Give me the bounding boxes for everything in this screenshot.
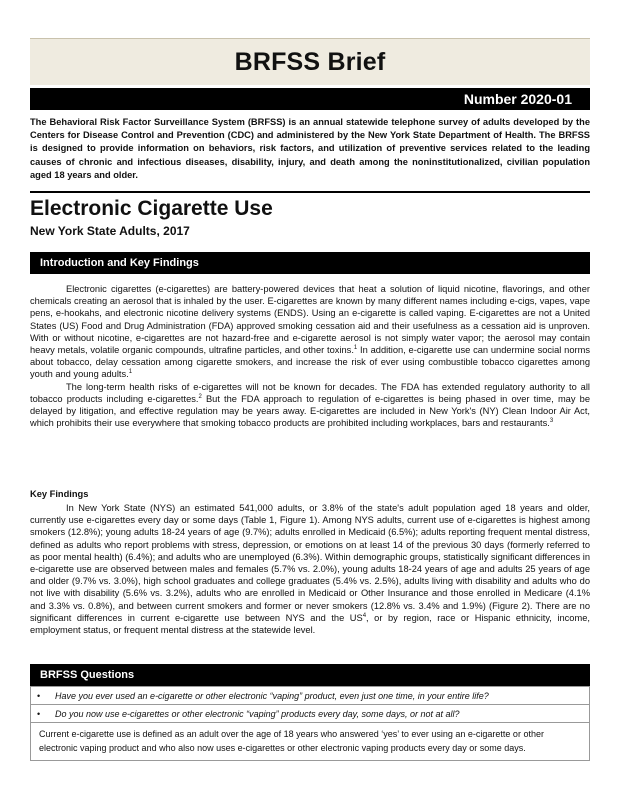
paragraph-text: In addition, e-cigarette use can undermine social norms about tobacco, delay cessation among cigarette smokers, and increase the risk of ever using combustible tobacco cigarettes among youth and young adults.	[30, 345, 590, 380]
paragraph-key-findings	[30, 502, 590, 636]
document-title: Electronic Cigarette Use	[30, 197, 273, 220]
footnote-ref: 1	[128, 369, 133, 376]
section-heading-introduction	[30, 252, 590, 274]
key-findings-heading: Key Findings	[30, 489, 89, 499]
question-current-use: Do you now use e-cigarettes or other electronic “vaping” products every day, some days, or not at all?	[55, 708, 460, 719]
bullet-icon: •	[37, 690, 41, 701]
paragraph-ecig-definition	[30, 283, 590, 381]
question-row	[31, 687, 590, 705]
question-cell	[31, 687, 590, 705]
question-cell	[31, 705, 590, 723]
question-row	[31, 705, 590, 723]
title-band	[30, 38, 590, 85]
paragraph-text: In New York State (NYS) an estimated 541,000 adults, or 3.8% of the state's adult population aged 18 years and older, currently use e-cigarettes every day or some days (Table 1, Figure 1). Among NYS adults, current use of e-cigarettes is highest among smokers (12.8%); young adults 18-24 years of age (9.7%); adults enrolled in Medicaid (6.5%); adults reporting frequent mental distress, defined as adults who report problems with stress, depression, or emotions on at least 14 of the previous 30 days (formerly referred to as poor mental health) (6.4%); and adults who are unemployed (6.3%). Within demographic groups, statistically significant differences in e-cigarette use are observed between males and females (5.7% vs. 2.0%), young adults 18-24 years of age and adults 25 years of age and older (9.7% vs. 3.0%), high school graduates and college graduates (5.4% vs. 2.5%), adults living with disability and adults who do not live with disability (5.6% vs. 3.2%), adults who are enrolled in Medicaid or Other Insurance and those enrolled in Medicare (4.1% and 3.3% vs. 0.8%), and between current smokers and former or never smokers (12.8% vs. 3.4% and 1.9%) (Figure 2). There are no significant differences in current e-cigarette use between NYS and the US	[30, 503, 590, 623]
paragraph-text: But the FDA approach to regulation of e-cigarettes is being phased in over time, may be delayed by litigation, and effective regulation may be years away. E-cigarettes are included in New York's (NY) Clean Indoor Air Act, which prohibits their use everywhere that smoking tobacco products are prohibited including workplaces, bars and restaurants.	[30, 393, 590, 429]
brief-title: BRFSS Brief	[234, 47, 386, 76]
issue-number-bar	[30, 88, 590, 110]
bullet-icon: •	[37, 708, 41, 719]
footnote-ref: 2	[198, 393, 202, 400]
definition-row	[31, 723, 590, 761]
questions-table	[30, 686, 590, 761]
brfss-description: The Behavioral Risk Factor Surveillance System (BRFSS) is an annual statewide telephone survey of adults developed by the Centers for Disease Control and Prevention (CDC) and administered by the New York State Department of Health. The BRFSS is designed to provide information on behaviors, risk factors, and utilization of preventive services related to the leading causes of chronic and infectious diseases, disability, injury, and death among the noninstitutionalized, civilian population aged 18 years and older.	[30, 117, 590, 180]
footnote-ref: 1	[353, 344, 358, 351]
paragraph-regulation	[30, 381, 590, 430]
paragraph-text: Electronic cigarettes (e-cigarettes) are battery-powered devices that heat a solution of liquid nicotine, flavorings, and other chemicals creating an aerosol that is inhaled by the user. E-cigarettes are known by many different names including e-cigs, vapes, vape pens, e-hookahs, and electronic nicotine delivery systems (ENDS). Using an e-cigarette is called vaping. E-cigarettes are not a United States (US) Food and Drug Administration (FDA) approved smoking cessation aid and their usefulness as a cessation aid is unproven. With or without nicotine, e-cigarettes are not hazard-free and e-cigarette aerosol is not simply water vapor; the aerosol may contain heavy metals, volatile organic compounds, ultrafine particles, and other toxins.	[30, 284, 590, 356]
key-findings-body	[30, 502, 590, 636]
paragraph-text: The long-term health risks of e-cigarettes will not be known for decades. The FDA has extended regulatory authority to all tobacco products including e-cigarettes.	[30, 381, 590, 404]
section-heading-questions	[30, 664, 590, 686]
paragraph-text: , or by region, race or Hispanic ethnicity, income, employment status, or frequent mental distress at the statewide level.	[30, 612, 590, 636]
footnote-ref: 3	[549, 418, 554, 425]
introduction-body	[30, 283, 590, 429]
footnote-ref: 4	[362, 612, 367, 619]
current-use-definition: Current e-cigarette use is defined as an adult over the age of 18 years who answered ‘yes’ to ever using an e-cigarette or other electronic vaping product and who also now uses e-cigarettes or other electronic vaping products every day or some days.	[31, 723, 590, 761]
question-ever-used: Have you ever used an e-cigarette or other electronic “vaping” product, even just one time, in your entire life?	[55, 690, 489, 701]
issue-number: Number 2020-01	[463, 91, 572, 107]
section-heading-label: Introduction and Key Findings	[40, 257, 199, 269]
document-subtitle: New York State Adults, 2017	[30, 224, 190, 238]
title-divider	[30, 191, 590, 193]
section-heading-label: BRFSS Questions	[40, 669, 135, 681]
